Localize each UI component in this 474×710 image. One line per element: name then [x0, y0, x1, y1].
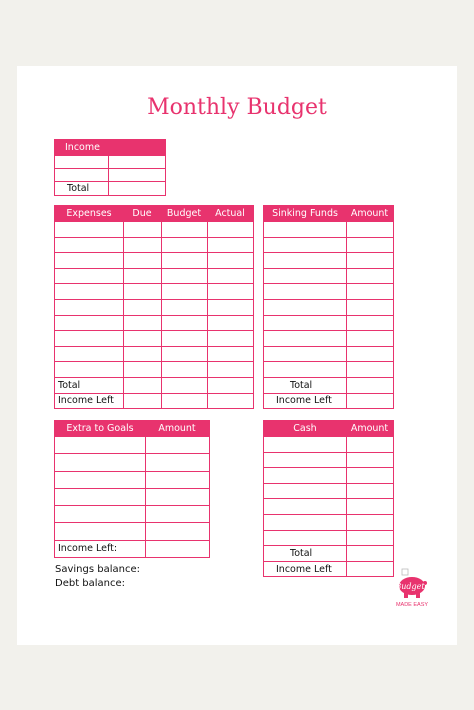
table-row [264, 330, 393, 346]
cash-table [263, 420, 394, 577]
income-table [54, 139, 166, 196]
sinking-total-label: Total [290, 379, 313, 391]
table-cell[interactable] [145, 523, 209, 539]
table-cell[interactable] [123, 222, 161, 237]
table-cell[interactable] [264, 253, 346, 268]
table-cell[interactable] [123, 269, 161, 284]
cash-income-left-label: Income Left [276, 563, 332, 575]
table-row [55, 299, 253, 315]
table-cell[interactable] [346, 253, 393, 268]
table-cell[interactable] [55, 316, 123, 331]
table-row [264, 237, 393, 253]
table-cell[interactable] [207, 331, 253, 346]
cash-income-left-row [264, 561, 393, 577]
table-row [264, 315, 393, 331]
table-cell[interactable] [264, 515, 346, 530]
goals-income-left-label: Income Left: [58, 543, 118, 555]
amount-col-label: Amount [158, 423, 196, 434]
table-cell[interactable] [55, 437, 145, 453]
extra-goals-header [55, 421, 209, 436]
table-cell[interactable] [207, 269, 253, 284]
sinking-income-left-row [264, 393, 393, 409]
table-cell[interactable] [346, 378, 393, 393]
table-cell[interactable] [207, 222, 253, 237]
table-cell[interactable] [161, 222, 207, 237]
income-header-label: Income [65, 142, 100, 153]
table-cell[interactable] [346, 499, 393, 514]
table-cell[interactable] [264, 238, 346, 253]
table-row [264, 346, 393, 362]
table-cell[interactable] [264, 269, 346, 284]
due-col-label: Due [132, 208, 152, 219]
goals-income-left-row [55, 540, 209, 557]
sinking-funds-table [263, 205, 394, 409]
table-cell[interactable] [145, 454, 209, 470]
table-cell[interactable] [264, 437, 346, 452]
table-cell[interactable] [161, 269, 207, 284]
table-cell[interactable] [264, 468, 346, 483]
table-row [55, 488, 209, 505]
table-cell[interactable] [346, 300, 393, 315]
amount-col-label: Amount [350, 423, 389, 434]
table-row [264, 483, 393, 499]
expenses-income-left-label: Income Left [58, 395, 114, 407]
table-cell[interactable] [55, 222, 123, 237]
expenses-header [55, 206, 253, 221]
table-cell[interactable] [207, 238, 253, 253]
table-cell[interactable] [123, 378, 161, 393]
table-cell[interactable] [161, 300, 207, 315]
table-cell[interactable] [123, 300, 161, 315]
table-cell[interactable] [264, 222, 346, 237]
table-row [264, 252, 393, 268]
table-row [55, 346, 253, 362]
table-row [264, 452, 393, 468]
expenses-col-label: Expenses [66, 208, 112, 219]
table-cell[interactable] [161, 347, 207, 362]
table-cell[interactable] [264, 499, 346, 514]
table-cell[interactable] [123, 238, 161, 253]
sinking-total-row [264, 377, 393, 393]
table-cell[interactable] [207, 347, 253, 362]
table-cell[interactable] [264, 531, 346, 546]
amount-col-label: Amount [350, 208, 389, 219]
table-cell[interactable] [123, 362, 161, 377]
table-cell[interactable] [346, 531, 393, 546]
table-cell[interactable] [161, 253, 207, 268]
table-row [264, 436, 393, 452]
table-cell[interactable] [207, 253, 253, 268]
table-cell[interactable] [346, 362, 393, 377]
budget-col-label: Budget [166, 208, 202, 219]
table-row [264, 530, 393, 546]
debt-balance-label: Debt balance: [55, 578, 126, 589]
table-cell[interactable] [55, 506, 145, 522]
cash-header [264, 421, 393, 436]
table-cell[interactable] [161, 284, 207, 299]
savings-balance-label: Savings balance: [55, 564, 140, 575]
table-row [264, 514, 393, 530]
table-cell[interactable] [346, 437, 393, 452]
table-row [55, 221, 253, 237]
extra-goals-col-label: Extra to Goals [66, 423, 134, 434]
income-row [55, 155, 165, 168]
table-row [264, 361, 393, 377]
income-source-cell[interactable] [55, 156, 108, 168]
expenses-income-left-row [55, 393, 253, 409]
table-cell[interactable] [123, 284, 161, 299]
table-cell[interactable] [264, 347, 346, 362]
table-cell[interactable] [264, 362, 346, 377]
table-cell[interactable] [123, 316, 161, 331]
table-cell[interactable] [55, 269, 123, 284]
income-header [55, 140, 165, 155]
table-cell[interactable] [346, 394, 393, 409]
table-row [55, 283, 253, 299]
cash-total-label: Total [290, 547, 313, 559]
table-cell[interactable] [55, 362, 123, 377]
table-row [55, 268, 253, 284]
table-cell[interactable] [346, 222, 393, 237]
table-cell[interactable] [123, 347, 161, 362]
income-row [55, 168, 165, 181]
income-total-cell[interactable] [108, 182, 165, 195]
table-row [55, 453, 209, 470]
table-row [55, 505, 209, 522]
income-amount-cell[interactable] [108, 169, 165, 181]
table-cell[interactable] [346, 468, 393, 483]
table-cell[interactable] [161, 362, 207, 377]
table-row [55, 471, 209, 488]
actual-col-label: Actual [215, 208, 245, 219]
expenses-total-label: Total [58, 379, 81, 391]
table-cell[interactable] [207, 362, 253, 377]
sinking-funds-header [264, 206, 393, 221]
table-cell[interactable] [161, 331, 207, 346]
table-cell[interactable] [207, 300, 253, 315]
table-cell[interactable] [207, 316, 253, 331]
table-cell[interactable] [264, 453, 346, 468]
table-row [55, 436, 209, 453]
table-cell[interactable] [207, 284, 253, 299]
extra-goals-table [54, 420, 210, 558]
table-cell[interactable] [264, 300, 346, 315]
table-cell[interactable] [207, 394, 253, 409]
table-cell[interactable] [123, 331, 161, 346]
table-cell[interactable] [123, 394, 161, 409]
table-cell[interactable] [55, 284, 123, 299]
logo-subtext: MADE EASY [395, 602, 429, 608]
table-cell[interactable] [346, 238, 393, 253]
table-cell[interactable] [264, 316, 346, 331]
table-cell[interactable] [55, 253, 123, 268]
table-cell[interactable] [161, 394, 207, 409]
table-cell[interactable] [207, 378, 253, 393]
income-source-cell[interactable] [55, 169, 108, 181]
table-cell[interactable] [55, 347, 123, 362]
cash-col-label: Cash [293, 423, 317, 434]
table-cell[interactable] [55, 454, 145, 470]
table-cell[interactable] [346, 347, 393, 362]
sinking-income-left-label: Income Left [276, 395, 332, 407]
table-cell[interactable] [55, 300, 123, 315]
table-row [55, 522, 209, 539]
table-cell[interactable] [55, 523, 145, 539]
sinking-funds-col-label: Sinking Funds [272, 208, 338, 219]
table-cell[interactable] [346, 546, 393, 561]
expenses-total-row [55, 377, 253, 393]
income-amount-cell[interactable] [108, 156, 165, 168]
table-cell[interactable] [161, 238, 207, 253]
table-cell[interactable] [161, 316, 207, 331]
income-total-label: Total [67, 183, 90, 194]
table-cell[interactable] [346, 316, 393, 331]
table-row [55, 361, 253, 377]
budgets-made-easy-logo [390, 568, 434, 612]
table-row [264, 268, 393, 284]
table-cell[interactable] [346, 284, 393, 299]
table-cell[interactable] [264, 331, 346, 346]
table-cell[interactable] [55, 489, 145, 505]
table-cell[interactable] [55, 331, 123, 346]
table-row [55, 330, 253, 346]
page-title: Monthly Budget [147, 95, 327, 120]
table-cell[interactable] [145, 437, 209, 453]
table-cell[interactable] [145, 489, 209, 505]
table-cell[interactable] [346, 269, 393, 284]
table-cell[interactable] [55, 472, 145, 488]
table-row [264, 283, 393, 299]
table-cell[interactable] [264, 484, 346, 499]
table-row [264, 221, 393, 237]
cash-total-row [264, 545, 393, 561]
logo-text: Budgets [395, 582, 429, 591]
table-row [264, 299, 393, 315]
table-cell[interactable] [145, 472, 209, 488]
table-row [55, 252, 253, 268]
table-cell[interactable] [264, 284, 346, 299]
income-total-row [55, 181, 165, 195]
table-cell[interactable] [145, 506, 209, 522]
table-cell[interactable] [346, 331, 393, 346]
table-cell[interactable] [346, 484, 393, 499]
table-cell[interactable] [346, 515, 393, 530]
expenses-table [54, 205, 254, 409]
table-row [55, 315, 253, 331]
table-cell[interactable] [161, 378, 207, 393]
table-cell[interactable] [123, 253, 161, 268]
table-row [55, 237, 253, 253]
table-cell[interactable] [346, 562, 393, 577]
table-row [264, 498, 393, 514]
table-cell[interactable] [55, 238, 123, 253]
table-cell[interactable] [145, 541, 209, 557]
table-cell[interactable] [346, 453, 393, 468]
table-row [264, 467, 393, 483]
